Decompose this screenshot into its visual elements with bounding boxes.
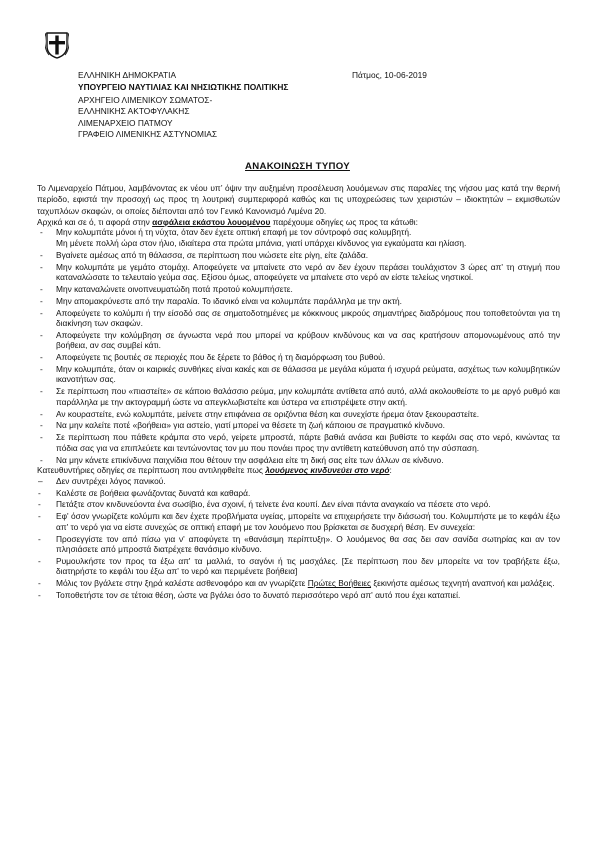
bullet-icon: - xyxy=(40,249,43,260)
first-aid-link[interactable]: Πρώτες Βοήθειες xyxy=(307,578,372,589)
office-name: ΓΡΑΦΕΙΟ ΛΙΜΕΝΙΚΗΣ ΑΣΤΥΝΟΜΙΑΣ xyxy=(78,129,218,140)
list-item: - Αποφεύγετε το κολύμπι ή την είσοδό σας σε σηματοδοτημένες με κόκκινους μικρούς σημαντήρες διαδρόμους που τοποθετούνται για τη διακίνηση των σκαφών. xyxy=(40,307,560,328)
safety-emphasis: ασφάλεια εκάστου λουομένου xyxy=(152,216,271,227)
list-item: - Μην κολυμπάτε με γεμάτο στομάχι. Αποφεύγετε να μπαίνετε στο νερό αν δεν έχουν περάσει τουλάχιστον 3 ώρες απ' τη στιγμή που καταναλώσατε το τελευταίο γεύμα σας. Εξίσου όμως, αποφεύγετε να μπαίνετε στο νερό αν είστε τελείως νηστικοί. xyxy=(40,261,560,282)
safety-section-intro: Αρχικά και σε ό, τι αφορά στην ασφάλεια εκάστου λουομένου παρέχουμε οδηγίες ως προς τα κάτωθι: xyxy=(37,216,418,227)
list-item: - Πετάξτε στον κινδυνεύοντα ένα σωσίβιο, ένα σχοινί, ή τείνετε ένα κουπί. Δεν είναι πάντα αναγκαίο να πέσετε στο νερό. xyxy=(38,499,491,510)
list-item: - Ρυμουλκήστε τον προς τα έξω απ' τα μαλλιά, το σαγόνι ή τις μασχάλες. [Σε περίπτωση που δεν μπορείτε να τον τραβήξετε έξω, διατηρήστε το κεφάλι του έξω απ' το νερό και περιμένετε βοήθεια] xyxy=(38,555,560,577)
dash-icon: - xyxy=(38,578,41,589)
list-item: - Μην κολυμπάτε, όταν οι καιρικές συνθήκες είναι κακές και σε θάλασσα με μεγάλα κύματα ή ισχυρά ρεύματα, ασχέτως των κολυμβητικών ικανοτήτων σας. xyxy=(40,363,560,385)
list-item: - Αν κουραστείτε, ενώ κολυμπάτε, μείνετε στην επιφάνεια σε οριζόντια θέση και συνεχίστε ήρεμα όταν ξεκουραστείτε. xyxy=(40,408,480,419)
bullet-icon: - xyxy=(40,363,43,374)
bullet-icon: - xyxy=(40,420,43,431)
bullet-icon: - xyxy=(40,307,43,318)
bullet-icon: - xyxy=(40,283,43,294)
document-body xyxy=(37,183,560,602)
list-item: - Σε περίπτωση που «πιαστείτε» σε κάποιο θαλάσσιο ρεύμα, μην κολυμπάτε αντίθετα από αυτό, αλλά ακολουθείστε το με αργό ρυθμό και παράλληλα με την ακτογραμμή ώστε να απεγκλωβιστείτε και ύστερα να επιστρέψετε στην ακτή. xyxy=(40,386,560,407)
safety-list xyxy=(37,227,560,465)
bullet-icon: - xyxy=(40,408,43,419)
list-item: - Μην απομακρύνεστε από την παραλία. Το ιδανικό είναι να κολυμπάτε παράλληλα με την ακτή. xyxy=(40,295,402,306)
list-item: - Μόλις τον βγάλετε στην ξηρά καλέστε ασθενοφόρο και αν γνωρίζετε Πρώτες Βοήθειες ξεκινήστε αμέσως τεχνητή αναπνοή και μαλάξεις. xyxy=(38,578,555,589)
list-item: - Αποφεύγετε τις βουτιές σε περιοχές που δε ξέρετε το βάθος ή τη διαμόρφωση του βυθού. xyxy=(40,352,386,363)
dash-icon: - xyxy=(38,499,41,510)
port-authority-name: ΛΙΜΕΝΑΡΧΕΙΟ ΠΑΤΜΟΥ xyxy=(78,117,173,128)
list-item: - Τοποθετήστε τον σε τέτοια θέση, ώστε να βγάλει όσο το δυνατό περισσότερο νερό απ' αυτό που έχει καταπιεί. xyxy=(38,590,461,601)
headquarters-line-2: ΕΛΛΗΝΙΚΗΣ ΑΚΤΟΦΥΛΑΚΗΣ xyxy=(78,106,190,117)
rescue-section-intro: Κατευθυντήριες οδηγίες σε περίπτωση που αντιληφθείτε πως λουόμενος κινδυνεύει στο νερό: xyxy=(37,465,392,476)
dash-icon: - xyxy=(38,533,41,544)
bullet-icon: - xyxy=(40,386,43,397)
document-title: ΑΝΑΚΟΙΝΩΣΗ ΤΥΠΟΥ xyxy=(245,161,350,172)
dash-icon: - xyxy=(38,555,41,566)
dash-icon: - xyxy=(38,487,41,498)
list-item: - Εφ' όσον γνωρίζετε κολύμπι και δεν έχετε προβλήματα υγείας, μπορείτε να επιχειρήσετε την διάσωσή του. Κολυμπήστε με το κεφάλι έξω απ' το νερό για να είστε συνεχώς σε οπτική επαφή με τον λουόμενο που βρίσκεται σε δυσχερή θέση. Εν συνεχεία: xyxy=(38,511,560,532)
list-item: - Αποφεύγετε την κολύμβηση σε άγνωστα νερά που μπορεί να κρύβουν κινδύνους και να σας κρατήσουν απομονωμένους από την βοήθεια, αν σας συμβεί κάτι. xyxy=(40,329,560,351)
dash-icon: – xyxy=(38,475,43,486)
place-date: Πάτμος, 10-06-2019 xyxy=(352,70,427,80)
state-name: ΕΛΛΗΝΙΚΗ ΔΗΜΟΚΡΑΤΙΑ xyxy=(78,70,177,80)
bullet-icon: - xyxy=(40,295,43,306)
bullet-icon: - xyxy=(40,352,43,363)
intro-paragraph: Το Λιμεναρχείο Πάτμου, λαμβάνοντας εκ νέου υπ’ όψιν την αυξημένη προσέλευση λουόμενων στις παραλίες της νήσου μας κατά την θερινή περίοδο, εφιστά την προσοχή ως προς τη λουτρική συμπεριφορά καθώς και τις υποχρεώσεις των χειριστών – ιδιοκτητών – εκμισθωτών ταχυπλόων σκαφών, οι οποίες διέπονται από τον Γενικό Κανονισμό Λιμένα 20. xyxy=(37,183,560,216)
bullet-icon: - xyxy=(40,227,43,238)
rescue-emphasis: λουόμενος κινδυνεύει στο νερό xyxy=(265,465,390,476)
list-item: - Να μην κάνετε επικίνδυνα παιχνίδια που θέτουν την ασφάλεια είτε τη δική σας είτε των άλλων σε κίνδυνο. xyxy=(40,454,444,465)
list-item: - Καλέστε σε βοήθεια φωνάζοντας δυνατά και καθαρά. xyxy=(38,487,251,498)
sender-block xyxy=(78,70,378,141)
headquarters-line-1: ΑΡΧΗΓΕΙΟ ΛΙΜΕΝΙΚΟΥ ΣΩΜΑΤΟΣ- xyxy=(78,94,213,105)
bullet-icon: - xyxy=(40,432,43,443)
bullet-icon: - xyxy=(40,329,43,340)
dash-icon: - xyxy=(38,590,41,601)
bullet-icon: - xyxy=(40,261,43,272)
list-item: - Να μην καλείτε ποτέ «βοήθεια» για αστείο, γιατί μπορεί να θέσετε τη ζωή κάποιου σε πραγματικό κίνδυνο. xyxy=(40,420,445,431)
list-item: - Μην κολυμπάτε μόνοι ή τη νύχτα, όταν δεν έχετε οπτική επαφή με τον σύντροφό σας κολυμβητή. Μη μένετε πολλή ώρα στον ήλιο, ιδιαίτερα στα πρώτα μπάνια, γιατί υπάρχει κίνδυνος για εγκαύματα και ηλίαση. xyxy=(40,227,467,248)
list-item: – Δεν συντρέχει λόγος πανικού. xyxy=(38,475,166,486)
rescue-list xyxy=(37,476,560,601)
list-item: - Σε περίπτωση που πάθετε κράμπα στο νερό, γείρετε μπροστά, πάρτε βαθιά ανάσα και βυθίστε το κεφάλι σας στο νερό, κινώντας τα πόδια σας για να επιπλεύετε και τεντώνοντας τον μυ που πονάει προς την αντίθετη κατεύθυνση από την σύσπαση. xyxy=(40,432,560,453)
greek-coat-of-arms-icon xyxy=(45,31,69,59)
list-item: - Προσεγγίστε τον από πίσω για ν' αποφύγετε τη «θανάσιμη περίπτυξη». Ο λουόμενος θα σας δει σαν σανίδα σωτηρίας και αν τον πλησιάσετε από μπροστά διατρέχετε θανάσιμο κίνδυνο. xyxy=(38,533,560,555)
dash-icon: - xyxy=(38,511,41,522)
list-item: - Βγαίνετε αμέσως από τη θάλασσα, σε περίπτωση που νιώσετε είτε ρίγη, είτε ζαλάδα. xyxy=(40,249,369,260)
bullet-icon: - xyxy=(40,454,43,465)
ministry-name: ΥΠΟΥΡΓΕΙΟ ΝΑΥΤΙΛΙΑΣ ΚΑΙ ΝΗΣΙΩΤΙΚΗΣ ΠΟΛΙΤΙΚΗΣ xyxy=(78,81,289,92)
list-item: - Μην καταναλώνετε οινοπνευματώδη ποτά προτού κολυμπήσετε. xyxy=(40,283,293,294)
